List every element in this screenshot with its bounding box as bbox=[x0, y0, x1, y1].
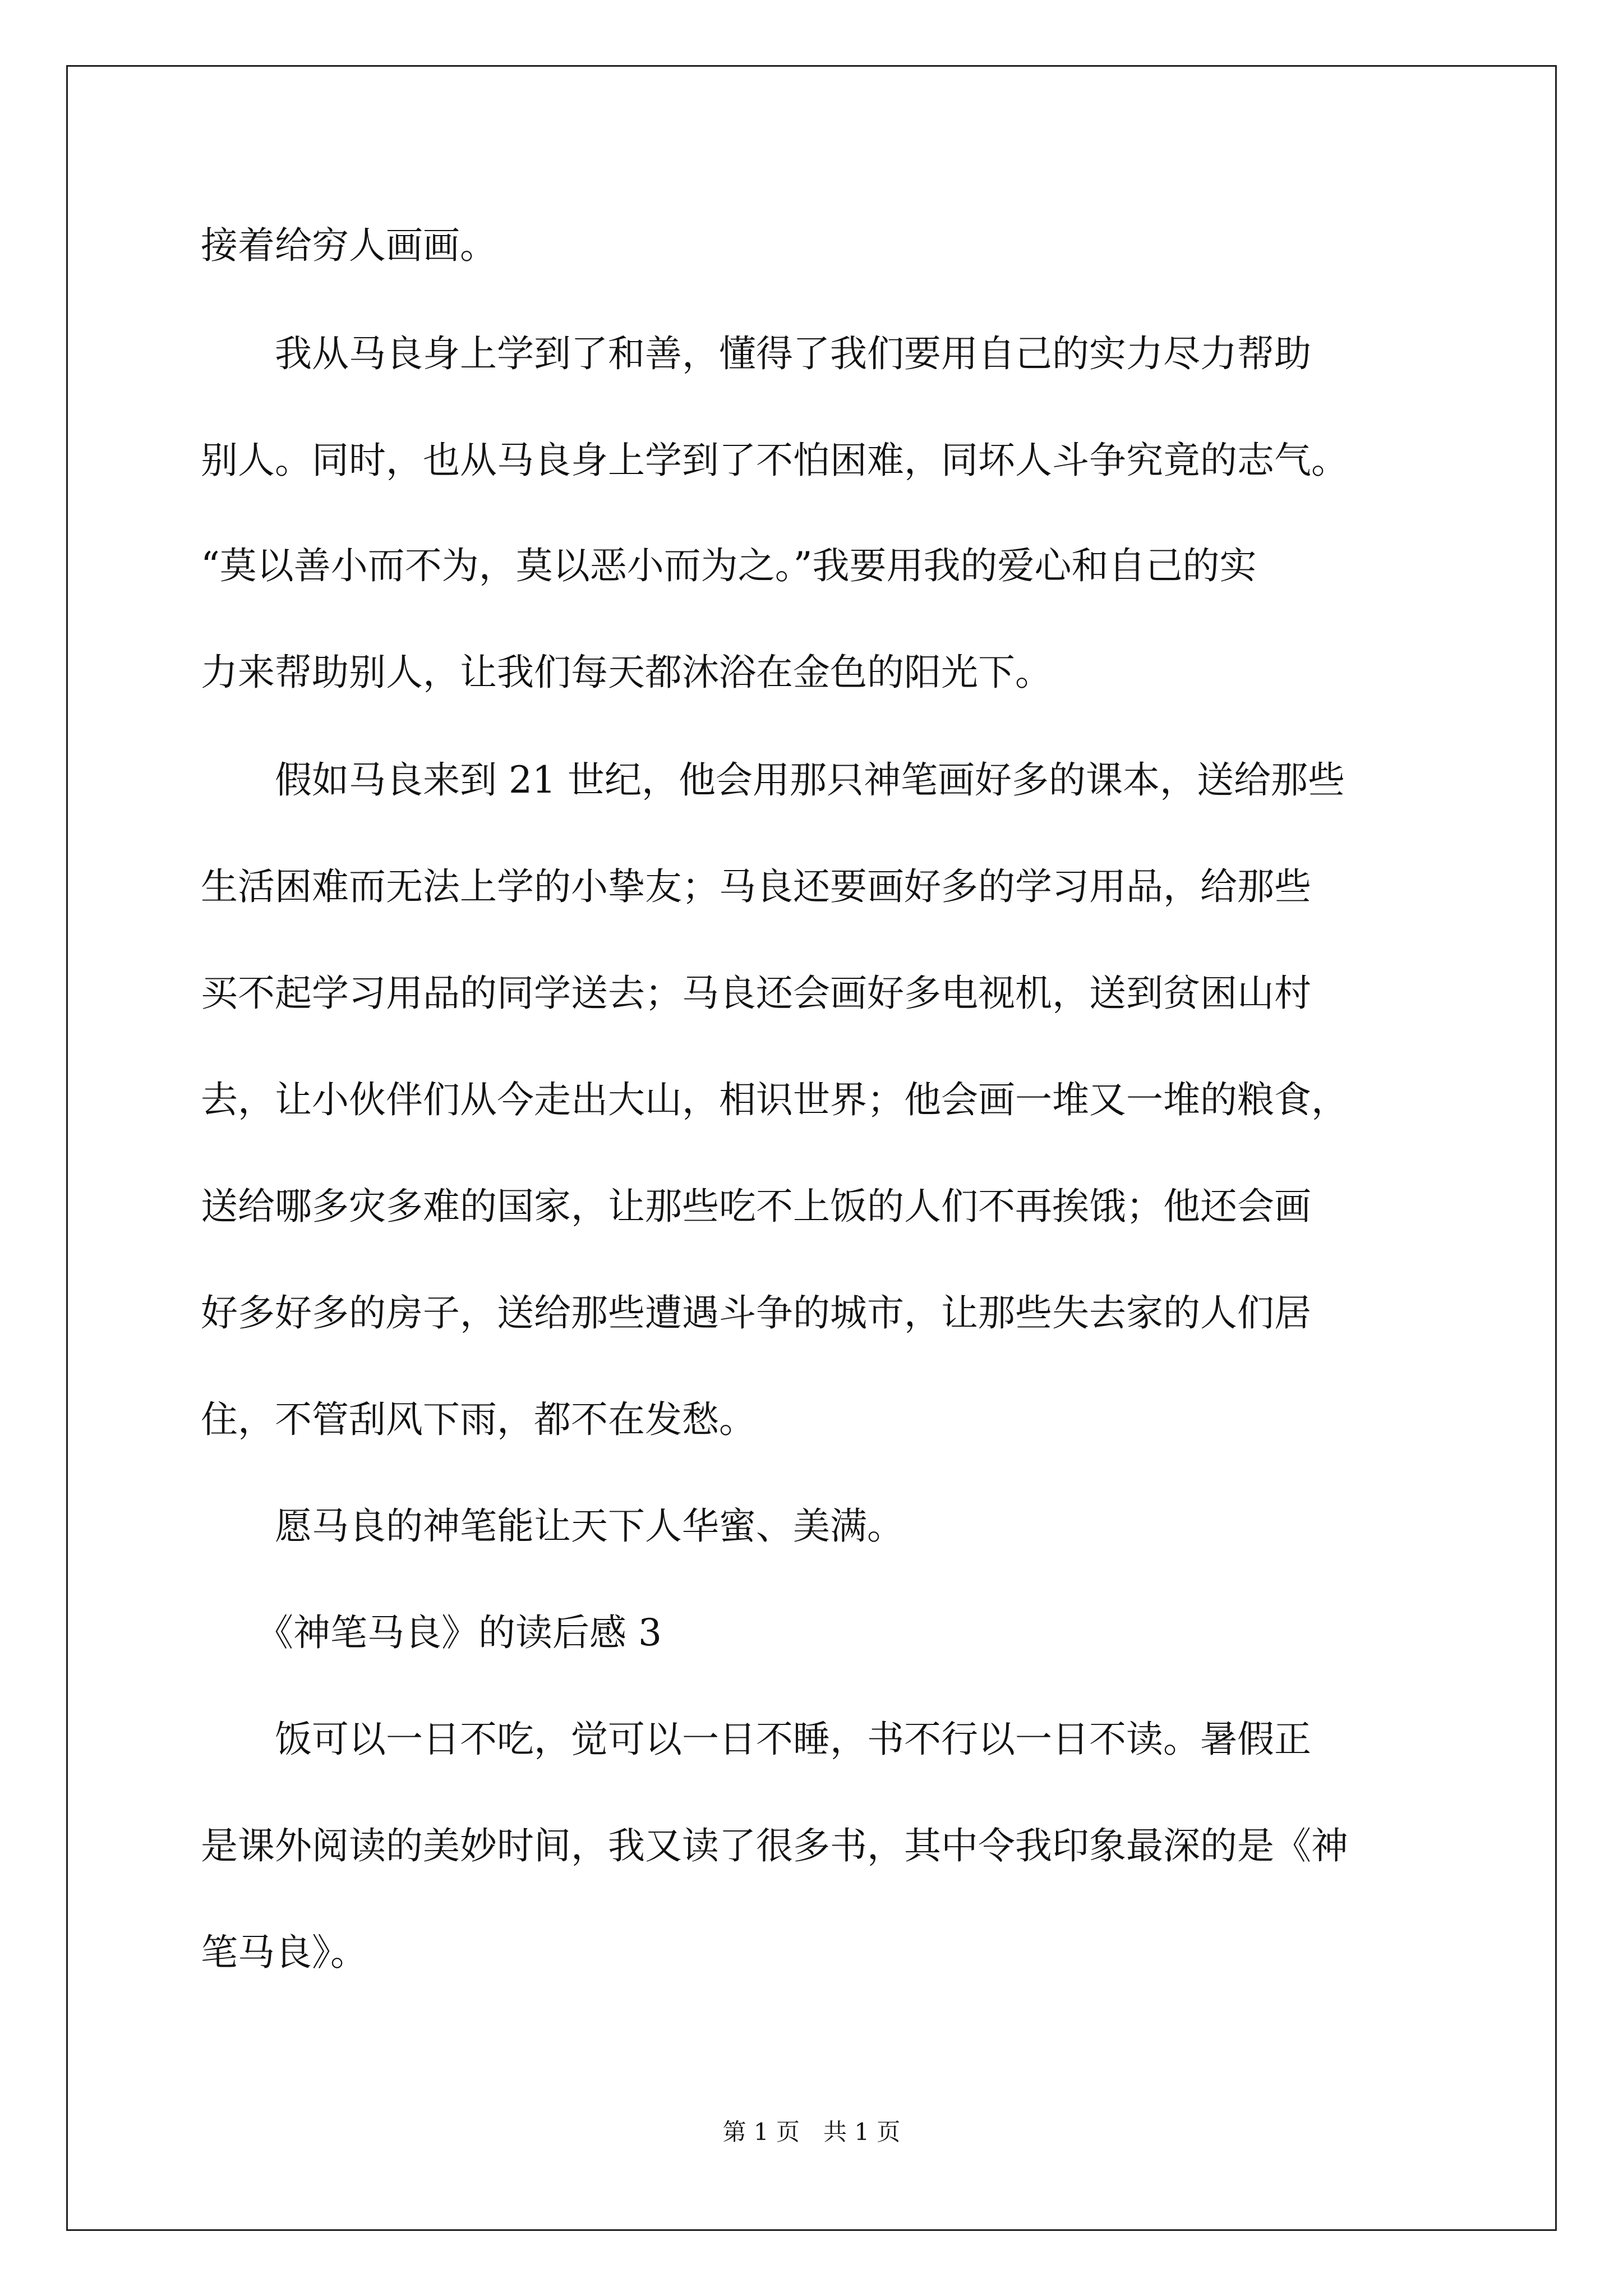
text-line: 饭可以一日不吃，觉可以一日不睡，书不行以一日不读。暑假正 bbox=[201, 1718, 1311, 1761]
text-line: 是课外阅读的美妙时间，我又读了很多书，其中令我印象最深的是《神 bbox=[201, 1824, 1348, 1867]
text-line: 我从马良身上学到了和善，懂得了我们要用自己的实力尽力帮助 bbox=[201, 332, 1311, 375]
page-number: 第 1 页 共 1 页 bbox=[722, 2118, 901, 2146]
text-line: 去，让小伙伴们从今走出大山，相识世界；他会画一堆又一堆的粮食， bbox=[201, 1078, 1348, 1121]
text-line: 力来帮助别人，让我们每天都沐浴在金色的阳光下。 bbox=[201, 651, 1052, 694]
section-heading: 《神笔马良》的读后感 3 bbox=[201, 1611, 662, 1654]
text-line: 假如马良来到 21 世纪，他会用那只神笔画好多的课本，送给那些 bbox=[201, 758, 1345, 802]
text-line: 送给哪多灾多难的国家，让那些吃不上饭的人们不再挨饿；他还会画 bbox=[201, 1185, 1311, 1228]
text-line: 接着给穷人画画。 bbox=[201, 224, 497, 267]
text-line: 好多好多的房子，送给那些遭遇斗争的城市，让那些失去家的人们居 bbox=[201, 1291, 1311, 1335]
text-line: 别人。同时，也从马良身上学到了不怕困难，同坏人斗争究竟的志气。 bbox=[201, 439, 1348, 482]
text-line: 生活困难而无法上学的小挚友；马良还要画好多的学习用品，给那些 bbox=[201, 865, 1311, 908]
text-line: “莫以善小而不为，莫以恶小而为之。”我要用我的爱心和自己的实 bbox=[201, 544, 1257, 587]
text-line: 买不起学习用品的同学送去；马良还会画好多电视机，送到贫困山村 bbox=[201, 972, 1311, 1015]
text-line: 笔马良》。 bbox=[201, 1931, 367, 1974]
text-line: 愿马良的神笔能让天下人华蜜、美满。 bbox=[201, 1504, 904, 1548]
text-line: 住，不管刮风下雨，都不在发愁。 bbox=[201, 1398, 756, 1441]
page-border bbox=[66, 65, 1557, 2231]
